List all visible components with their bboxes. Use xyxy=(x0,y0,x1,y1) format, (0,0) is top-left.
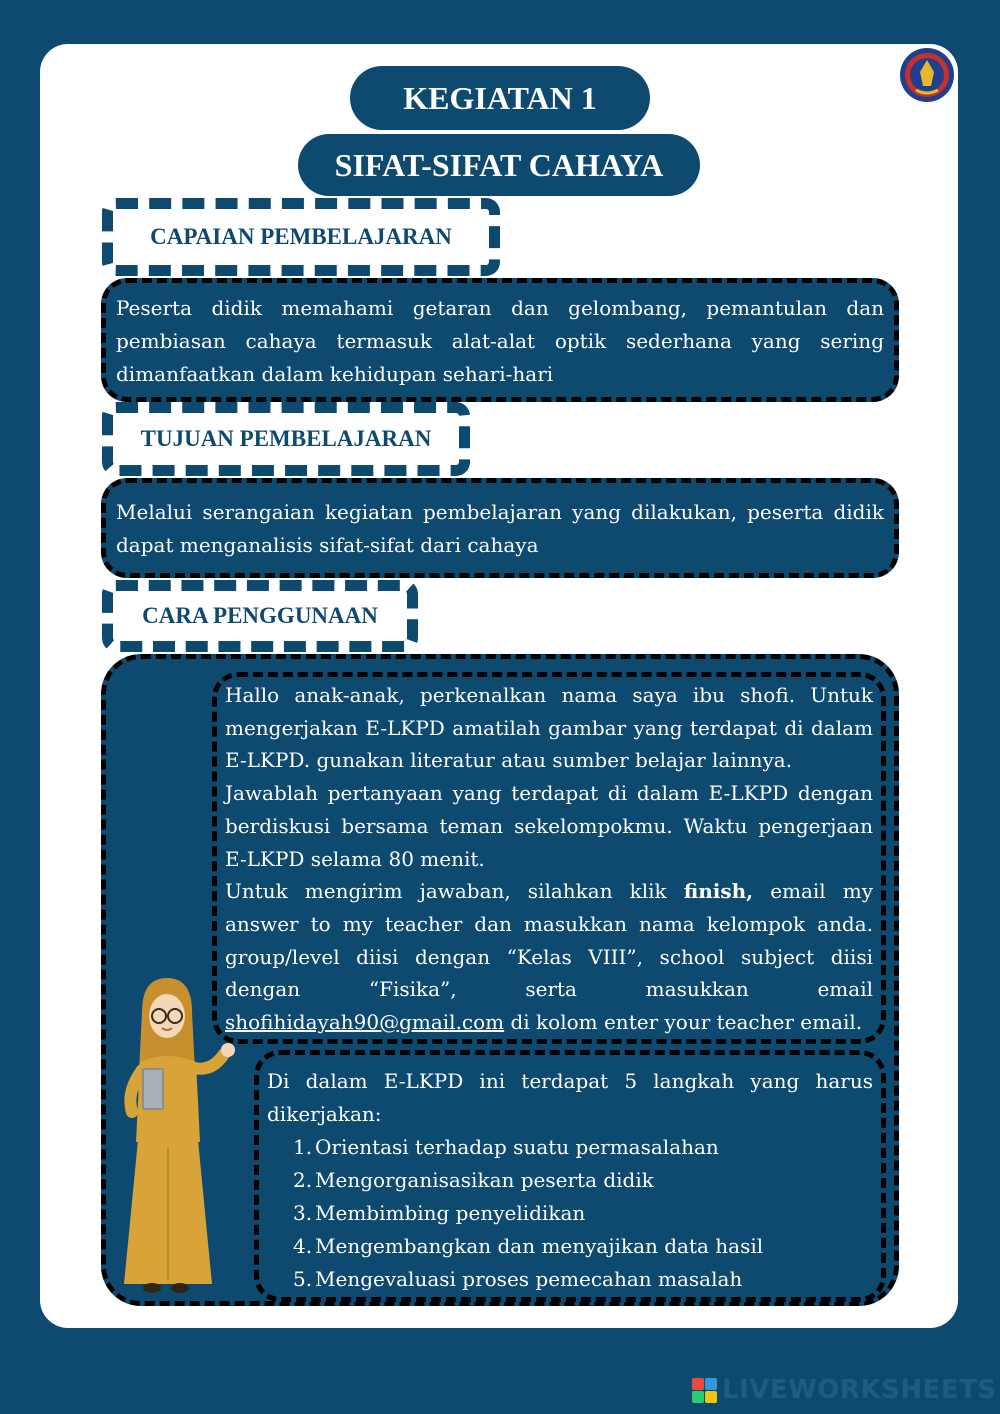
brand-logo-icon xyxy=(692,1378,717,1403)
send-text-after: di kolom enter your teacher email. xyxy=(504,1010,863,1035)
capaian-label: CAPAIAN PEMBELAJARAN xyxy=(102,198,500,276)
instructions-intro: Hallo anak-anak, perkenalkan nama saya ibu shofi. Untuk mengerjakan E-LKPD amatilah gambar yang terdapat di dalam E-LKPD. gunakan literatur atau sumber belajar lainnya. xyxy=(225,683,873,773)
page-subtitle: SIFAT-SIFAT CAHAYA xyxy=(298,134,700,196)
liveworksheets-brand xyxy=(692,1374,997,1406)
step-item: 1. Orientasi terhadap suatu permasalahan xyxy=(293,1135,719,1159)
steps-intro: Di dalam E-LKPD ini terdapat 5 langkah yang harus dikerjakan: xyxy=(267,1069,873,1126)
tujuan-label: TUJUAN PEMBELAJARAN xyxy=(102,402,470,476)
tujuan-text: Melalui serangaian kegiatan pembelajaran yang dilakukan, peserta didik dapat menganalisis sifat-sifat dari cahaya xyxy=(101,478,899,578)
finish-keyword: finish, xyxy=(683,879,754,904)
teacher-email-link[interactable]: shofihidayah90@gmail.com xyxy=(225,1010,505,1035)
send-text-middle: email my answer to my teacher dan masukkan nama kelompok anda. group/level diisi dengan “Kelas VIII”, school subject diisi dengan “Fisika”, serta masukkan email xyxy=(225,879,874,1002)
capaian-text: Peserta didik memahami getaran dan gelombang, pemantulan dan pembiasan cahaya termasuk alat-alat optik sederhana yang sering dimanfaatkan dalam kehidupan sehari-hari xyxy=(101,278,899,402)
cara-label: CARA PENGGUNAAN xyxy=(102,580,418,652)
step-item: 4. Mengembangkan dan menyajikan data hasil xyxy=(293,1234,764,1258)
teacher-illustration xyxy=(112,972,252,1302)
brand-name: LIVEWORKSHEETS xyxy=(722,1375,997,1405)
instructions-box xyxy=(212,672,886,1044)
school-logo xyxy=(898,46,956,104)
steps-list xyxy=(267,1131,873,1296)
instructions-send xyxy=(225,875,873,1039)
page-title: KEGIATAN 1 xyxy=(350,66,650,130)
step-item: 3. Membimbing penyelidikan xyxy=(293,1201,586,1225)
step-item: 5. Mengevaluasi proses pemecahan masalah xyxy=(293,1267,743,1291)
send-text-before: Untuk mengirim jawaban, silahkan klik xyxy=(225,879,684,904)
steps-box xyxy=(254,1050,886,1302)
instructions-answer: Jawablah pertanyaan yang terdapat di dalam E-LKPD dengan berdiskusi bersama teman sekelompokmu. Waktu pengerjaan E-LKPD selama 80 menit. xyxy=(225,781,873,871)
step-item: 2. Mengorganisasikan peserta didik xyxy=(293,1168,654,1192)
